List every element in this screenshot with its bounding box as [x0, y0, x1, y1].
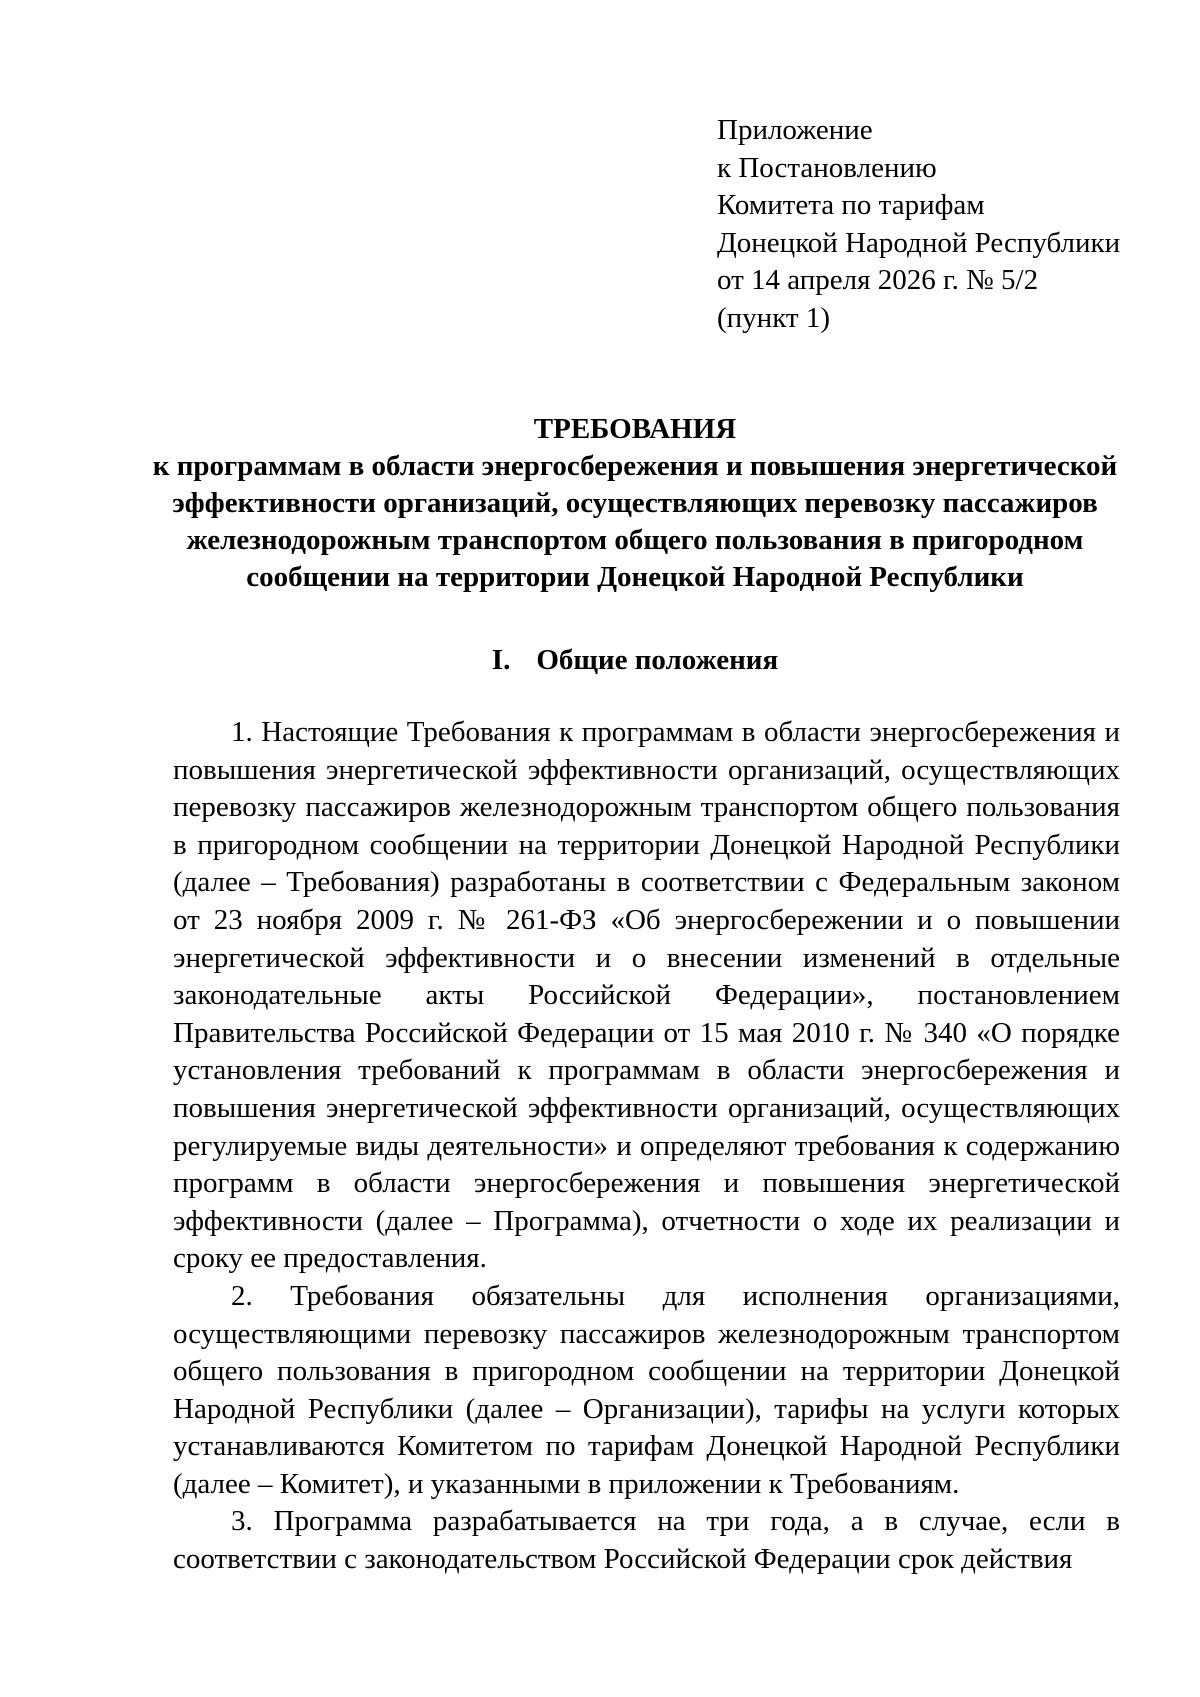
appendix-block [717, 112, 1120, 337]
appendix-line: Донецкой Народной Республики [717, 226, 1121, 259]
paragraph-3: 3. Программа разрабатывается на три года, а в случае, если в соответствии с законодательством Российской Федерации срок действия [173, 1505, 1120, 1576]
appendix-line: Комитета по тарифам [717, 189, 985, 221]
title-main: ТРЕБОВАНИЯ [533, 413, 737, 445]
title-subtitle-line: к программам в области энергосбережения и повышения энергетической [152, 450, 1118, 482]
section-title: Общие положения [536, 644, 779, 676]
title-subtitle-line: сообщении на территории Донецкой Народной Республики [246, 561, 1024, 593]
paragraph-1: 1. Настоящие Требования к программам в области энергосбережения и повышения энергетической эффективности организаций, осуществляющих перевозку пассажиров железнодорожным транспортом общего пользования в пригородном сообщении на территории Донецкой Народной Республики (далее – Требования) разработаны в соответствии с Федеральным законом от 23 ноября 2009 г. № 261-ФЗ «Об энергосбережении и о повышении энергетической эффективности и о внесении изменений в отдельные законодательные акты Российской Федерации», постановлением Правительства Российской Федерации от 15 мая 2010 г. № 340 «О порядке установления требований к программам в области энергосбережения и повышения энергетической эффективности организаций, осуществляющих регулируемые виды деятельности» и определяют требования к содержанию программ в области энергосбережения и повышения энергетической эффективности (далее – Программа), отчетности о ходе их реализации и сроку ее предоставления. [173, 716, 1120, 1275]
body-text [173, 714, 1120, 1579]
title-subtitle-line: эффективности организаций, осуществляющих перевозку пассажиров [172, 487, 1098, 519]
document-title [150, 411, 1120, 596]
appendix-line: от 14 апреля 2026 г. № 5/2 [717, 264, 1039, 296]
appendix-line: к Постановлению [717, 151, 937, 184]
paragraph-2: 2. Требования обязательны для исполнения организациями, осуществляющими перевозку пассажиров железнодорожным транспортом общего пользования в пригородном сообщении на территории Донецкой Народной Республики (далее – Организации), тарифы на услуги которых устанавливаются Комитетом по тарифам Донецкой Народной Республики (далее – Комитет), и указанными в приложении к Требованиям. [173, 1279, 1120, 1500]
appendix-line: Приложение [717, 114, 873, 146]
title-subtitle-line: железнодорожным транспортом общего пользования в пригородном [186, 524, 1084, 556]
appendix-line: (пункт 1) [717, 301, 830, 334]
section-number: I. [491, 644, 511, 676]
section-heading [150, 642, 1120, 679]
